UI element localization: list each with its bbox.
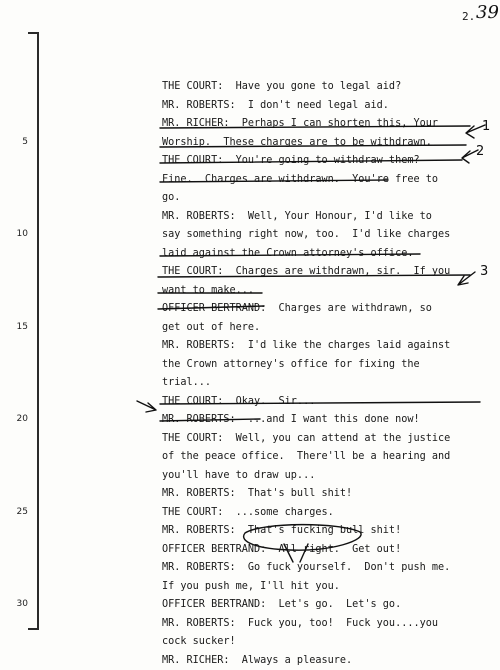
transcript-line: MR. ROBERTS: ...and I want this done now! — [162, 411, 482, 430]
transcript-line: Worship. These charges are to be withdrawn. — [162, 134, 482, 153]
transcript-line: get out of here. — [162, 319, 482, 338]
margin-line-number: 10 — [8, 229, 28, 239]
transcript-line: say something right now, too. I'd like charges — [162, 226, 482, 245]
underline-court-withdraw — [160, 160, 462, 163]
transcript-line: you'll have to draw up... — [162, 467, 482, 486]
arrow-mark-3 — [458, 272, 475, 285]
transcript-line: MR. ROBERTS: That's fucking bull shit! — [162, 522, 482, 541]
underline-charges-withdrawn — [160, 180, 388, 182]
circle-hit-you — [244, 525, 361, 551]
annotation-mark-2: 2 — [476, 144, 484, 159]
transcript-line: THE COURT: Okay. Sir... — [162, 393, 482, 412]
transcript-line: of the peace office. There'll be a hearing and — [162, 448, 482, 467]
annotation-mark-1: 1 — [482, 119, 490, 134]
arrow-left-margin — [137, 401, 156, 412]
transcript-line: want to make... — [162, 282, 482, 301]
margin-line-number: 25 — [8, 507, 28, 517]
underline-bertrand-3 — [158, 306, 264, 309]
margin-line-number: 15 — [8, 322, 28, 332]
transcript-line: Fine. Charges are withdrawn. You're free to — [162, 171, 482, 190]
page-number: 2. — [462, 10, 475, 23]
transcript-line: MR. ROBERTS: Well, Your Honour, I'd like to — [162, 208, 482, 227]
transcript-line: THE COURT: You're going to withdraw them? — [162, 152, 482, 171]
underline-richer-1 — [160, 126, 470, 128]
transcript-line: the Crown attorney's office for fixing the — [162, 356, 482, 375]
margin-line-number: 30 — [8, 599, 28, 609]
underline-richer-2 — [160, 145, 466, 147]
transcript-line: go. — [162, 189, 482, 208]
handwritten-page-number: 39 — [476, 2, 499, 23]
transcript-line: MR. ROBERTS: Fuck you, too! Fuck you....you — [162, 615, 482, 634]
annotation-mark-3: 3 — [480, 264, 488, 279]
transcript-line: OFFICER BERTRAND: All right. Get out! — [162, 541, 482, 560]
margin-line-number: 5 — [8, 137, 28, 147]
transcript-line: OFFICER BERTRAND: Let's go. Let's go. — [162, 596, 482, 615]
underline-court-charges — [160, 254, 420, 256]
transcript-line: MR. ROBERTS: I don't need legal aid. — [162, 97, 482, 116]
transcript-line: trial... — [162, 374, 482, 393]
transcript-line: THE COURT: ...some charges. — [162, 504, 482, 523]
transcript-line: MR. RICHER: Always a pleasure. — [162, 652, 482, 670]
margin-line-number: 20 — [8, 414, 28, 424]
underline-justice-2 — [160, 419, 260, 421]
transcript-line: OFFICER BERTRAND: Charges are withdrawn, so — [162, 300, 482, 319]
transcript-line: If you push me, I'll hit you. — [162, 578, 482, 597]
scribble-marks — [284, 544, 308, 562]
transcript-line: THE COURT: Have you gone to legal aid? — [162, 78, 482, 97]
underline-justice-1 — [160, 402, 480, 404]
transcript-line: cock sucker! — [162, 633, 482, 652]
transcript-line: MR. RICHER: Perhaps I can shorten this, Your — [162, 115, 482, 134]
transcript-line: THE COURT: Well, you can attend at the justice — [162, 430, 482, 449]
transcript-line: laid against the Crown attorney's office. — [162, 245, 482, 264]
transcript-line: MR. ROBERTS: Go fuck yourself. Don't push me. — [162, 559, 482, 578]
transcript-line: MR. ROBERTS: That's bull shit! — [162, 485, 482, 504]
underline-bertrand-1 — [158, 275, 470, 277]
transcript-line: MR. ROBERTS: I'd like the charges laid against — [162, 337, 482, 356]
transcript-line: THE COURT: Charges are withdrawn, sir. If you — [162, 263, 482, 282]
